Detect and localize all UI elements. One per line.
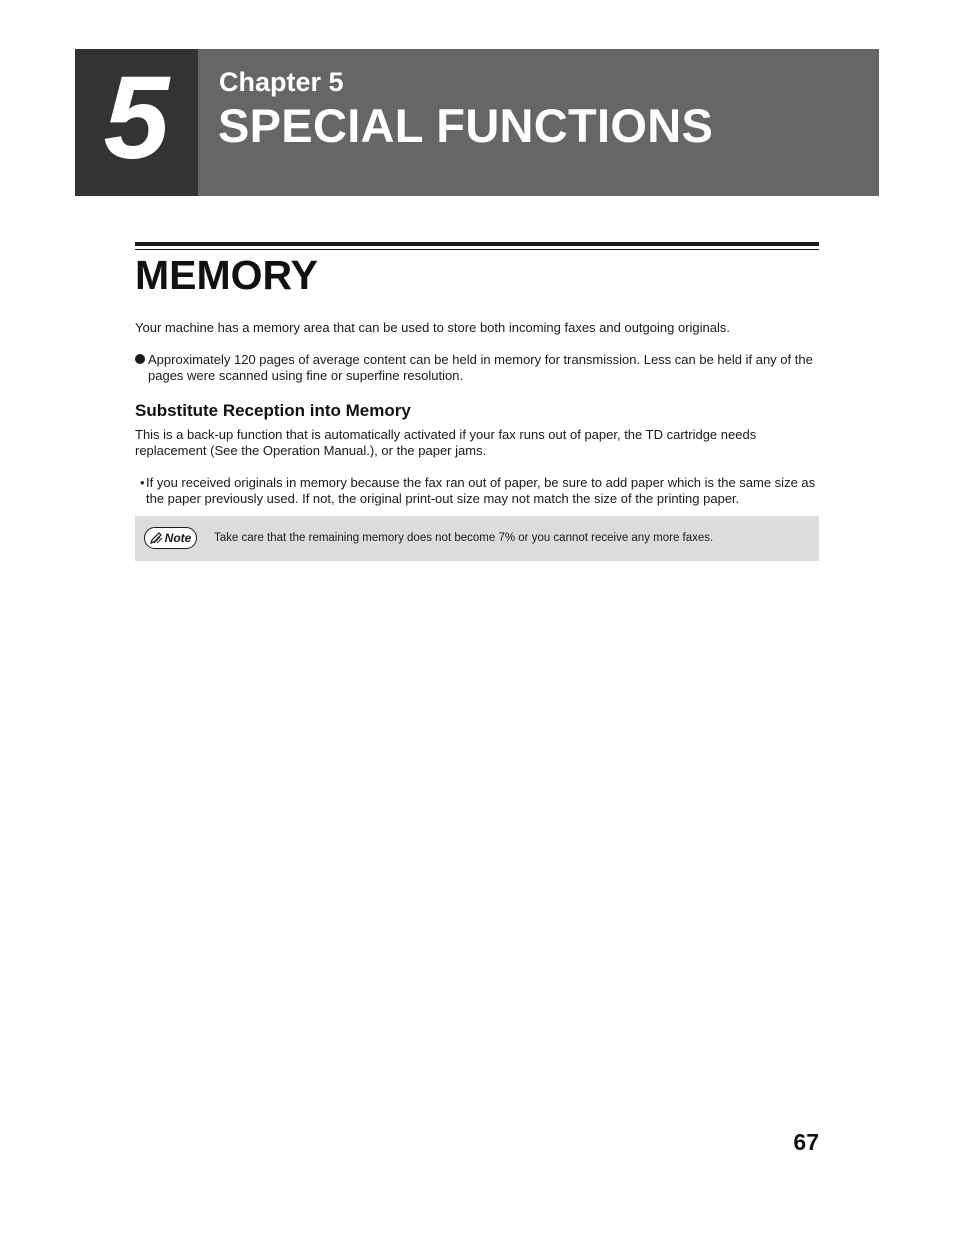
intro-paragraph: Your machine has a memory area that can be used to store both incoming faxes and outgoing originals. bbox=[135, 320, 730, 335]
note-label: Note bbox=[164, 531, 192, 545]
section-rule-thick bbox=[135, 242, 819, 246]
paper-size-bullet bbox=[135, 475, 819, 507]
subsection-paragraph: This is a back-up function that is automatically activated if your fax runs out of paper, the TD cartridge needs replacement (See the Operation Manual.), or the paper jams. bbox=[135, 427, 757, 458]
note-badge bbox=[144, 527, 197, 549]
subsection-title: Substitute Reception into Memory bbox=[135, 401, 411, 420]
small-bullet-marker: • bbox=[140, 475, 145, 490]
chapter-label: Chapter 5 bbox=[219, 67, 344, 97]
section-rule-thin bbox=[135, 249, 819, 250]
chapter-title: SPECIAL FUNCTIONS bbox=[218, 99, 714, 152]
note-text: Take care that the remaining memory does not become 7% or you cannot receive any more faxes. bbox=[214, 532, 714, 544]
page-number: 67 bbox=[793, 1129, 819, 1155]
memory-capacity-bullet bbox=[135, 352, 819, 384]
small-bullet-text: If you received originals in memory because the fax ran out of paper, be sure to add paper which is the same size as the paper previously used. If not, the original print-out size may not match the size of the printing paper. bbox=[146, 475, 816, 506]
chapter-banner bbox=[75, 49, 879, 196]
pencil-icon bbox=[150, 532, 164, 544]
chapter-number: 5 bbox=[103, 52, 170, 184]
bullet-dot-icon bbox=[135, 354, 145, 364]
note-box bbox=[135, 516, 819, 561]
section-title: MEMORY bbox=[135, 252, 318, 298]
chapter-number-box bbox=[75, 49, 198, 196]
bullet-text: Approximately 120 pages of average content can be held in memory for transmission. Less can be held if any of the pages were scanned using fine or superfine resolution. bbox=[148, 352, 813, 383]
